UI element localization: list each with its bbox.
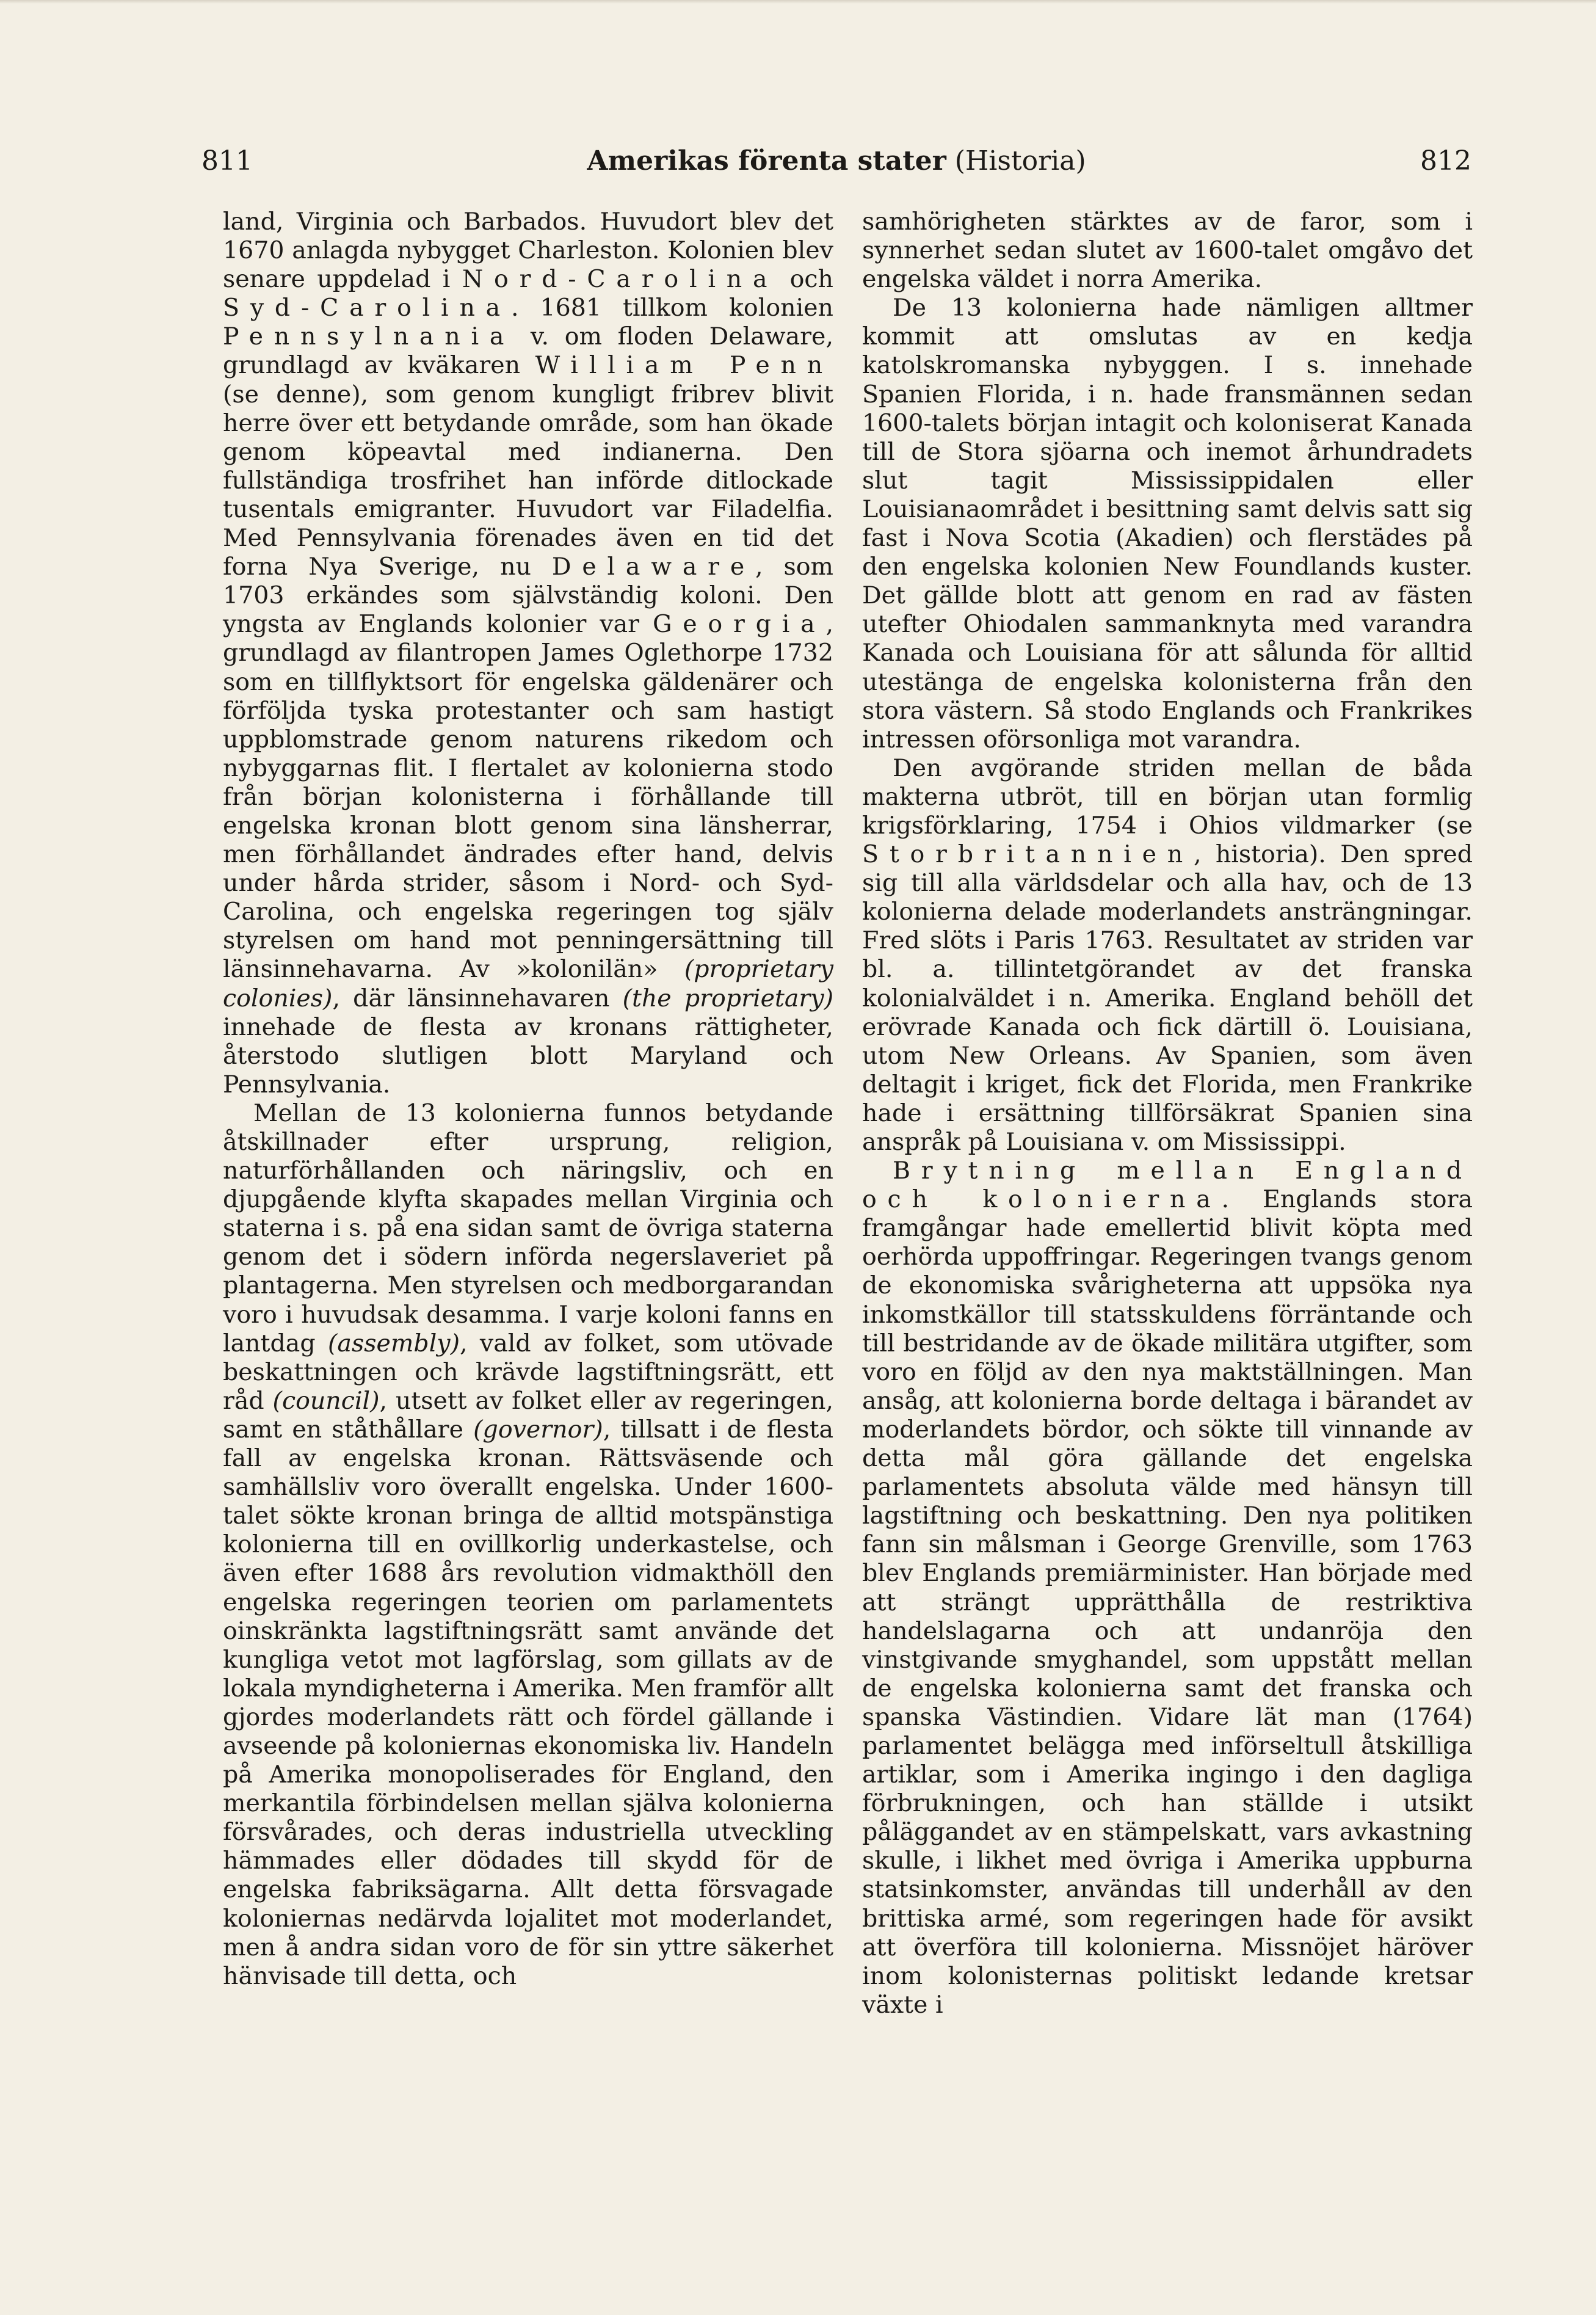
paragraph <box>223 208 833 1099</box>
spaced-term: Pennsylnania <box>223 322 515 351</box>
spaced-term: Brytning mellan England och kolonierna <box>862 1157 1473 1214</box>
text-run: Den avgörande striden mellan de båda makterna utbröt, till en början utan formlig krigsförklaring, 1754 i Ohios vildmarker (se <box>862 754 1473 840</box>
scan-edge <box>0 0 1596 4</box>
right-column <box>862 208 1473 2019</box>
text-run: , grundlagd av filantropen James Oglethorpe 1732 som en tillflyktsort för engelska gäldenärer och förföljda tyska protestanter och sam hastigt uppblomstrade genom naturens rikedom och nybyggarnas flit. I flertalet av kolonierna stodo från början kolonisterna i förhållande till engelska kronan blott genom sina länsherrar, men förhållandet ändrades efter hand, delvis under hårda strider, såsom i Nord- och Syd-Carolina, och engelska regeringen tog själv styrelsen om hand mot penningersättning till länsinnehavarna. Av »kolonilän» <box>223 610 833 984</box>
text-run: innehade de flesta av kronans rättigheter, återstodo slutligen blott Maryland och Pennsylvania. <box>223 1012 833 1099</box>
italic-term: (council) <box>272 1386 380 1415</box>
page-header <box>201 145 1471 188</box>
text-run: . Englands stora framgångar hade emellertid blivit köpta med oerhörda uppoffringar. Regeringen tvangs genom de ekonomiska svårigheterna att uppsöka nya inkomstkällor till statsskuldens förräntande och till bestridande av de ökade militära utgifter, som voro en följd av den nya maktställningen. Man ansåg, att kolonierna borde deltaga i bärandet av moderlandets bördor, och sökte till vinnande av detta mål göra gällande det engelska parlamentets absoluta välde med hänsyn till lagstiftning och beskattning. Den nya politiken fann sin målsman i George Grenville, som 1763 blev Englands premiärminister. Han började med att strängt upprätthålla de restriktiva handelslagarna och att undanröja den vinstgivande smyghandel, som uppstått mellan de engelska kolonierna samt det franska och spanska Västindien. Vidare lät man (1764) parlamentet belägga med införseltull åtskilliga artiklar, som i Amerika ingingo i den dagliga förbrukningen, och han ställde i utsikt påläggandet av en stämpelskatt, vars avkastning skulle, i likhet med övriga i Amerika uppburna statsinkomster, användas till underhåll av den brittiska armé, som regeringen hade för avsikt att överföra till kolonierna. Missnöjet häröver inom kolonisternas politiskt ledande kretsar växte i <box>862 1185 1473 2019</box>
paragraph <box>223 1099 833 1991</box>
spaced-term: Georgia <box>652 610 826 639</box>
italic-term: (governor) <box>473 1415 603 1444</box>
running-title-section: (Historia) <box>954 145 1086 176</box>
italic-term: (assembly) <box>328 1329 460 1357</box>
paragraph <box>862 208 1473 294</box>
paragraph <box>862 1157 1473 2019</box>
running-title <box>201 145 1471 176</box>
left-column <box>223 208 833 1991</box>
text-run: De 13 kolonierna hade nämligen alltmer kommit att omslutas av en kedja katolskromanska nybyggen. I s. innehade Spanien Florida, i n. hade fransmännen sedan 1600-talets början intagit och koloniserat Kanada till de Stora sjöarna och inemot århundradets slut tagit Mississippidalen eller Louisianaområdet i besittning samt delvis satt sig fast i Nova Scotia (Akadien) och flerstädes på den engelska kolonien New Foundlands kuster. Det gällde blott att genom en rad av fästen utefter Ohiodalen sammanknyta med varandra Kanada och Louisiana för att sålunda för alltid utestänga de engelska kolonisterna från den stora västern. Så stodo Englands och Frankrikes intressen oförsonliga mot varandra. <box>862 294 1473 754</box>
page-number-right: 812 <box>1420 145 1471 176</box>
spaced-term: Storbritannien <box>862 840 1194 869</box>
text-run: , historia). Den spred sig till alla världsdelar och alla hav, och de 13 kolonierna delade moderlandets ansträngningar. Fred slöts i Paris 1763. Resultatet av striden var bl. a. tillintetgörandet av det franska kolonialväldet i n. Amerika. England behöll det erövrade Kanada och fick därtill ö. Louisiana, utom New Orleans. Av Spanien, som även deltagit i kriget, fick det Florida, men Frankrike hade i ersättning tillförsäkrat Spanien sina anspråk på Louisiana v. om Mississippi. <box>862 840 1473 1156</box>
text-run: , tillsatt i de flesta fall av engelska kronan. Rättsväsende och samhällsliv voro överallt engelska. Under 1600-talet sökte kronan bringa de alltid motspänstiga kolonierna till en ovillkorlig underkastelse, och även efter 1688 års revolution vidmakthöll den engelska regeringen teorien om parlamentets oinskränkta lagstiftningsrätt samt använde det kungliga vetot mot lagförslag, som gillats av de lokala myndigheterna i Amerika. Men framför allt gjordes moderlandets rätt och fördel gällande i avseende på koloniernas ekonomiska liv. Handeln på Amerika monopoliserades för England, den merkantila förbindelsen mellan själva kolonierna försvårades, och deras industriella utveckling hämmades eller dödades till skydd för de engelska fabriksägarna. Allt detta försvagade koloniernas nedärvda lojalitet mot moderlandet, men å andra sidan voro de för sin yttre säkerhet hänvisade till detta, och <box>223 1415 833 1990</box>
italic-term: (the proprietary) <box>622 984 834 1012</box>
text-run: Mellan de 13 kolonierna funnos betydande åtskillnader efter ursprung, religion, naturförhållanden och näringsliv, och en djupgående klyfta skapades mellan Virginia och staterna i s. på ena sidan samt de övriga staterna genom det i södern införda negerslaveriet på plantagerna. Men styrelsen och medborgarandan voro i huvudsak desamma. I varje koloni fanns en lantdag <box>223 1099 833 1357</box>
text-run: v. om floden Delaware, grundlagd av kväkaren <box>223 322 833 380</box>
spaced-term: Nord-Carolina <box>462 265 778 294</box>
text-run: . 1681 tillkom kolonien <box>511 294 833 322</box>
spaced-term: William Penn <box>535 351 833 380</box>
spaced-term: Syd-Carolina <box>223 294 511 322</box>
text-run: , som 1703 erkändes som självständig koloni. Den yngsta av Englands kolonier var <box>223 553 833 639</box>
text-run: samhörigheten stärktes av de faror, som i synnerhet sedan slutet av 1600-talet omgåvo det engelska väldet i norra Amerika. <box>862 208 1473 294</box>
text-run: , utsett av folket eller av regeringen, samt en ståthållare <box>223 1386 833 1444</box>
text-run: , där länsinnehavaren <box>332 984 623 1012</box>
paragraph <box>862 754 1473 1157</box>
page-number-left: 811 <box>201 145 253 176</box>
italic-term: (proprietary colonies) <box>223 955 833 1012</box>
text-run: (se denne), som genom kungligt fribrev blivit herre över ett betydande område, som han ökade genom köpeavtal med indianerna. Den fullständiga trosfrihet han införde ditlockade tusentals emigranter. Huvudort var Filadelfia. Med Pennsylvania förenades även en tid det forna Nya Sverige, nu <box>223 380 833 581</box>
text-run: , vald av folket, som utövade beskattningen och krävde lagstiftningsrätt, ett råd <box>223 1329 833 1415</box>
paragraph <box>862 294 1473 754</box>
spaced-term: Delaware <box>551 553 755 581</box>
text-run: land, Virginia och Barbados. Huvudort blev det 1670 anlagda nybygget Charleston. Kolonien blev senare uppdelad i <box>223 208 833 294</box>
text-run: och <box>778 265 833 294</box>
running-title-main: Amerikas förenta stater <box>587 145 946 176</box>
